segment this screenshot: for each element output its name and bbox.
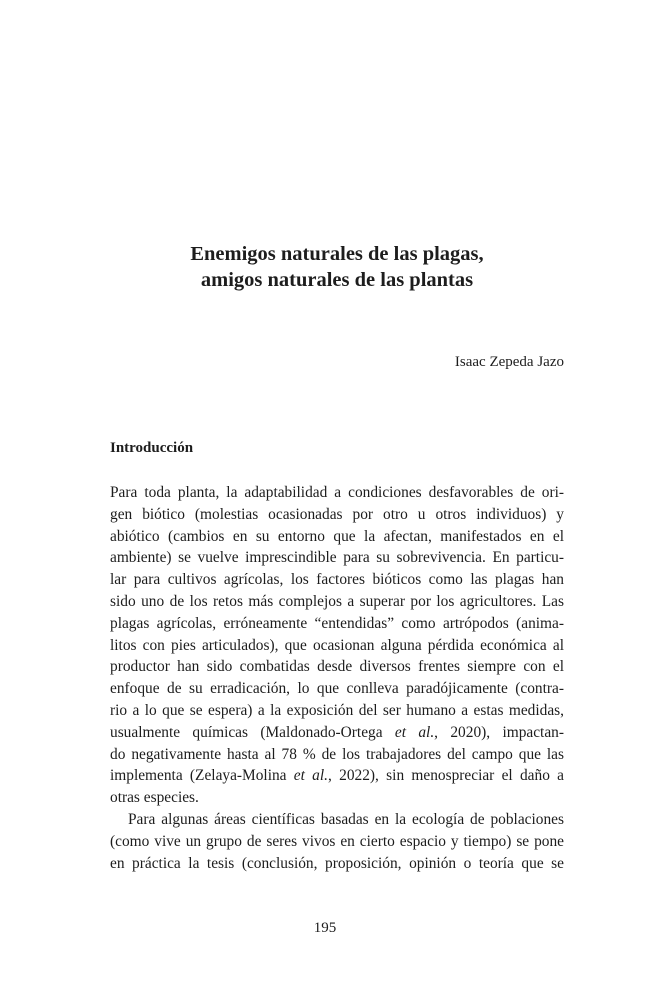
body-line: (como vive un grupo de seres vivos en cierto espacio y tiempo) se pone <box>110 832 564 850</box>
body-line: do negativamente hasta al 78 % de los trabajadores del campo que las <box>110 745 564 763</box>
body-line: litos con pies articulados), que ocasionan alguna pérdida económica al <box>110 636 564 654</box>
body-line: Para toda planta, la adaptabilidad a condiciones desfavorables de ori- <box>110 484 564 501</box>
body-line: enfoque de su erradicación, lo que conlleva paradójicamente (contra- <box>110 680 564 698</box>
body-line: implementa (Zelaya-Molina et al., 2022), sin menospreciar el daño a <box>110 767 565 785</box>
page-number: 195 <box>313 920 337 936</box>
body-line: otras especies. <box>110 789 199 807</box>
body-line: ambiente) se vuelve imprescindible para su sobrevivencia. En particu- <box>110 549 564 567</box>
body-line: rio a lo que se espera) a la exposición del ser humano a estas medidas, <box>110 701 564 719</box>
body-line: sido uno de los retos más complejos a superar por los agricultores. Las <box>110 592 564 610</box>
body-line: abiótico (cambios en su entorno que la afectan, manifestados en el <box>110 527 564 545</box>
body-line: lar para cultivos agrícolas, los factores bióticos como las plagas han <box>110 571 564 589</box>
body-line: gen biótico (molestias ocasionadas por otro u otros individuos) y <box>110 505 564 523</box>
body-text <box>110 482 564 874</box>
chapter-title <box>110 241 564 293</box>
section-heading: Introducción <box>110 440 194 456</box>
body-line: Para algunas áreas científicas basadas en la ecología de poblaciones <box>128 810 564 828</box>
body-line: plagas agrícolas, erróneamente “entendidas” como artrópodos (anima- <box>110 614 564 632</box>
body-line: usualmente químicas (Maldonado-Ortega et al., 2020), impactan- <box>110 723 564 741</box>
chapter-title-line-2: amigos naturales de las plantas <box>200 269 474 291</box>
chapter-title-line-1: Enemigos naturales de las plagas, <box>190 243 484 265</box>
body-line: en práctica la tesis (conclusión, proposición, opinión o teoría que se <box>110 854 564 872</box>
body-line: productor han sido combatidas desde diversos frentes siempre con el <box>110 658 564 676</box>
author-name: Isaac Zepeda Jazo <box>454 354 564 370</box>
